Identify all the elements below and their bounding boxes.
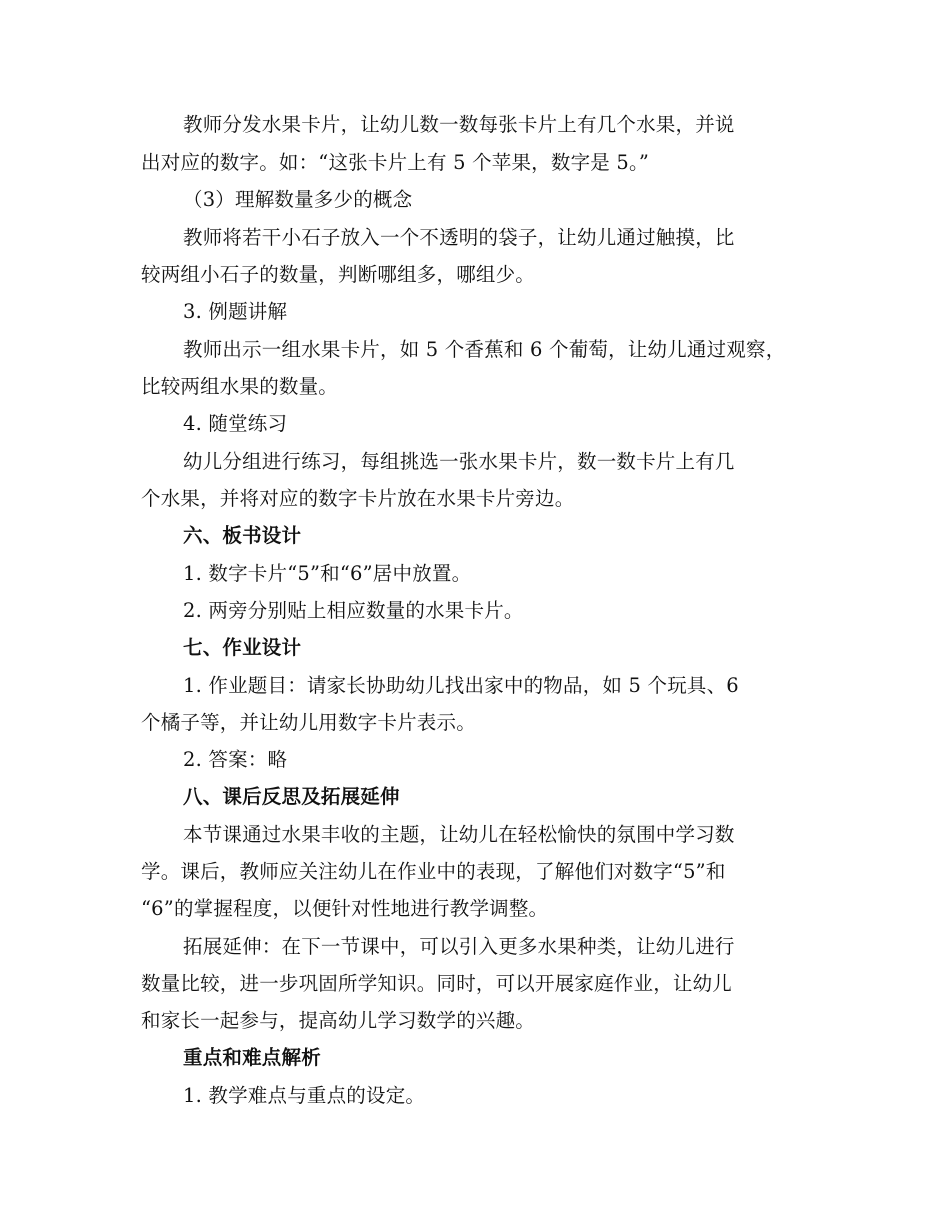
- paragraph-line: 比较两组水果的数量。: [141, 375, 339, 398]
- paragraph-line: 和家长一起参与，提高幼儿学习数学的兴趣。: [141, 1009, 536, 1032]
- paragraph-line: 学。课后，教师应关注幼儿在作业中的表现，了解他们对数字“5”和: [141, 860, 726, 883]
- paragraph-line: 本节课通过水果丰收的主题，让幼儿在轻松愉快的氛围中学习数: [183, 823, 735, 846]
- section-heading: 七、作业设计: [183, 636, 302, 659]
- paragraph-line: 个橘子等，并让幼儿用数字卡片表示。: [141, 711, 476, 734]
- list-item: 1. 作业题目：请家长协助幼儿找出家中的物品，如 5 个玩具、6: [183, 674, 739, 697]
- paragraph-line: 较两组小石子的数量，判断哪组多，哪组少。: [141, 263, 536, 286]
- paragraph-line: 个水果，并将对应的数字卡片放在水果卡片旁边。: [141, 487, 575, 510]
- section-heading: 重点和难点解析: [183, 1046, 321, 1069]
- paragraph-line: 教师将若干小石子放入一个不透明的袋子，让幼儿通过触摸，比: [183, 226, 735, 249]
- paragraph-line: “6”的掌握程度，以便针对性地进行教学调整。: [141, 897, 549, 920]
- paragraph-line: 教师出示一组水果卡片，如 5 个香蕉和 6 个葡萄，让幼儿通过观察，: [183, 338, 786, 361]
- subsection-title: 4. 随堂练习: [183, 412, 288, 435]
- paragraph-line: 拓展延伸：在下一节课中，可以引入更多水果种类，让幼儿进行: [183, 935, 735, 958]
- subsection-title: 3. 例题讲解: [183, 300, 288, 323]
- paragraph-line: 幼儿分组进行练习，每组挑选一张水果卡片，数一数卡片上有几: [183, 450, 735, 473]
- list-item: 2. 两旁分别贴上相应数量的水果卡片。: [183, 599, 524, 622]
- paragraph-line: 教师分发水果卡片，让幼儿数一数每张卡片上有几个水果，并说: [183, 113, 735, 136]
- list-item: 1. 数字卡片“5”和“6”居中放置。: [183, 562, 472, 585]
- list-item: 2. 答案：略: [183, 748, 288, 771]
- paragraph-line: 数量比较，进一步巩固所学知识。同时，可以开展家庭作业，让幼儿: [141, 972, 733, 995]
- list-item: 1. 教学难点与重点的设定。: [183, 1084, 426, 1107]
- section-heading: 八、课后反思及拓展延伸: [183, 785, 400, 808]
- subsection-title: （3）理解数量多少的概念: [183, 188, 413, 211]
- paragraph-line: 出对应的数字。如：“这张卡片上有 5 个苹果，数字是 5。”: [141, 151, 650, 174]
- section-heading: 六、板书设计: [183, 524, 302, 547]
